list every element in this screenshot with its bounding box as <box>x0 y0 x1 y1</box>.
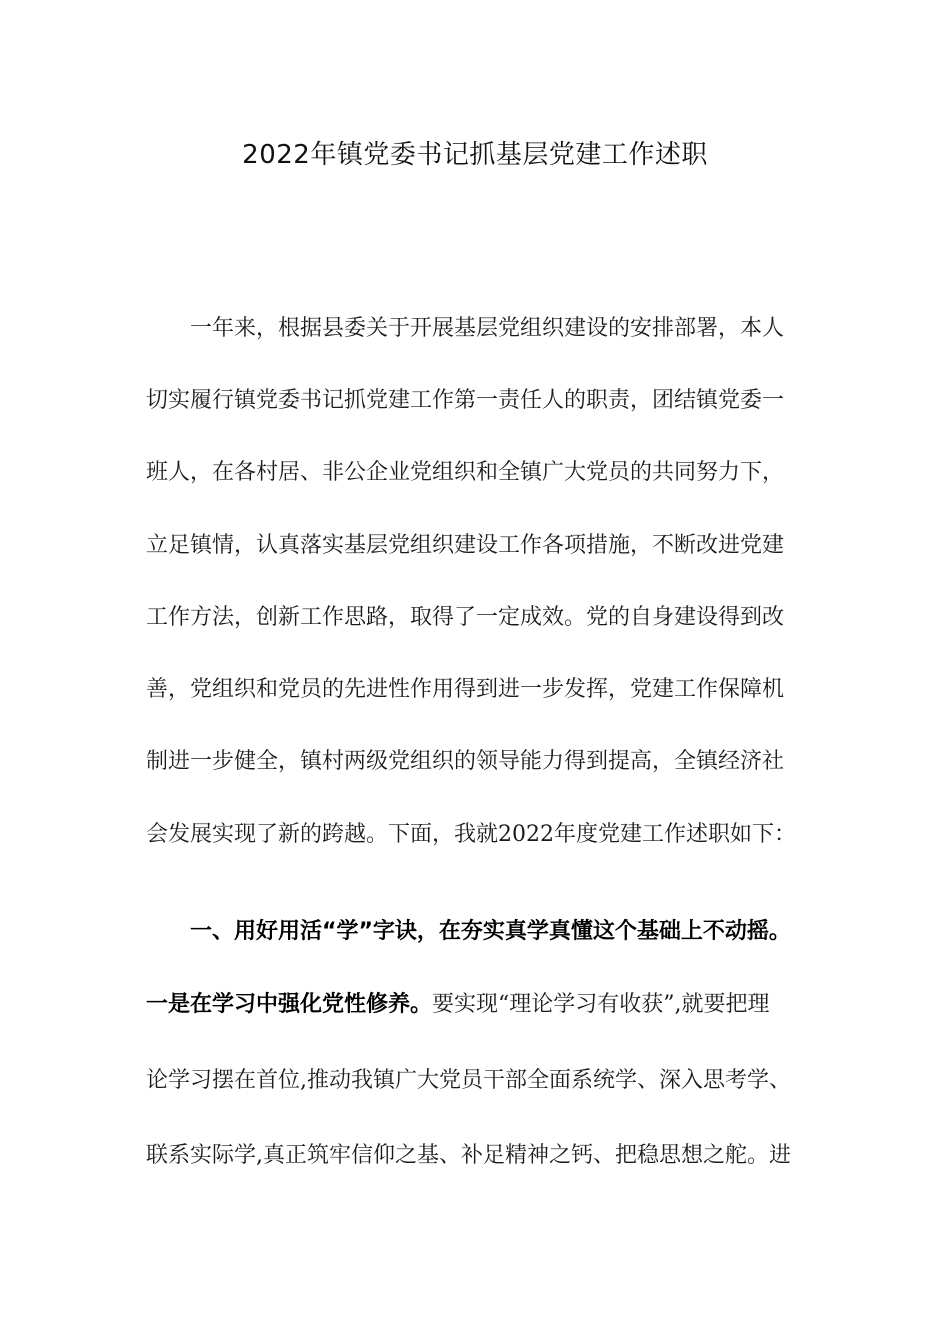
paragraph-line: 论学习摆在首位,推动我镇广大党员干部全面系统学、深入思考学、 <box>146 1068 791 1093</box>
paragraph-line: 工作方法，创新工作思路，取得了一定成效。党的自身建设得到改 <box>146 605 785 630</box>
paragraph-line: 立足镇情，认真落实基层党组织建设工作各项措施，不断改进党建 <box>146 533 785 558</box>
subpoint-line <box>146 990 806 1020</box>
paragraph-line: 切实履行镇党委书记抓党建工作第一责任人的职责，团结镇党委一 <box>146 388 785 413</box>
subpoint-text: 要实现“理论学习有收获”,就要把理 <box>432 992 770 1017</box>
paragraph-line: 联系实际学,真正筑牢信仰之基、补足精神之钙、把稳思想之舵。进 <box>146 1143 791 1168</box>
paragraph-line: 善，党组织和党员的先进性作用得到进一步发挥，党建工作保障机 <box>146 677 785 702</box>
subpoint-lead: 一是在学习中强化党性修养。 <box>146 992 433 1017</box>
document-title: 2022年镇党委书记抓基层党建工作述职 <box>242 140 708 170</box>
section-heading: 一、用好用活“学”字诀，在夯实真学真懂这个基础上不动摇。 <box>190 919 791 944</box>
paragraph-line: 会发展实现了新的跨越。下面，我就2022年度党建工作述职如下： <box>146 822 796 847</box>
paragraph-line: 制进一步健全，镇村两级党组织的领导能力得到提高，全镇经济社 <box>146 749 785 774</box>
paragraph-line: 班人，在各村居、非公企业党组织和全镇广大党员的共同努力下， <box>146 460 785 485</box>
paragraph-line: 一年来，根据县委关于开展基层党组织建设的安排部署，本人 <box>190 316 785 341</box>
